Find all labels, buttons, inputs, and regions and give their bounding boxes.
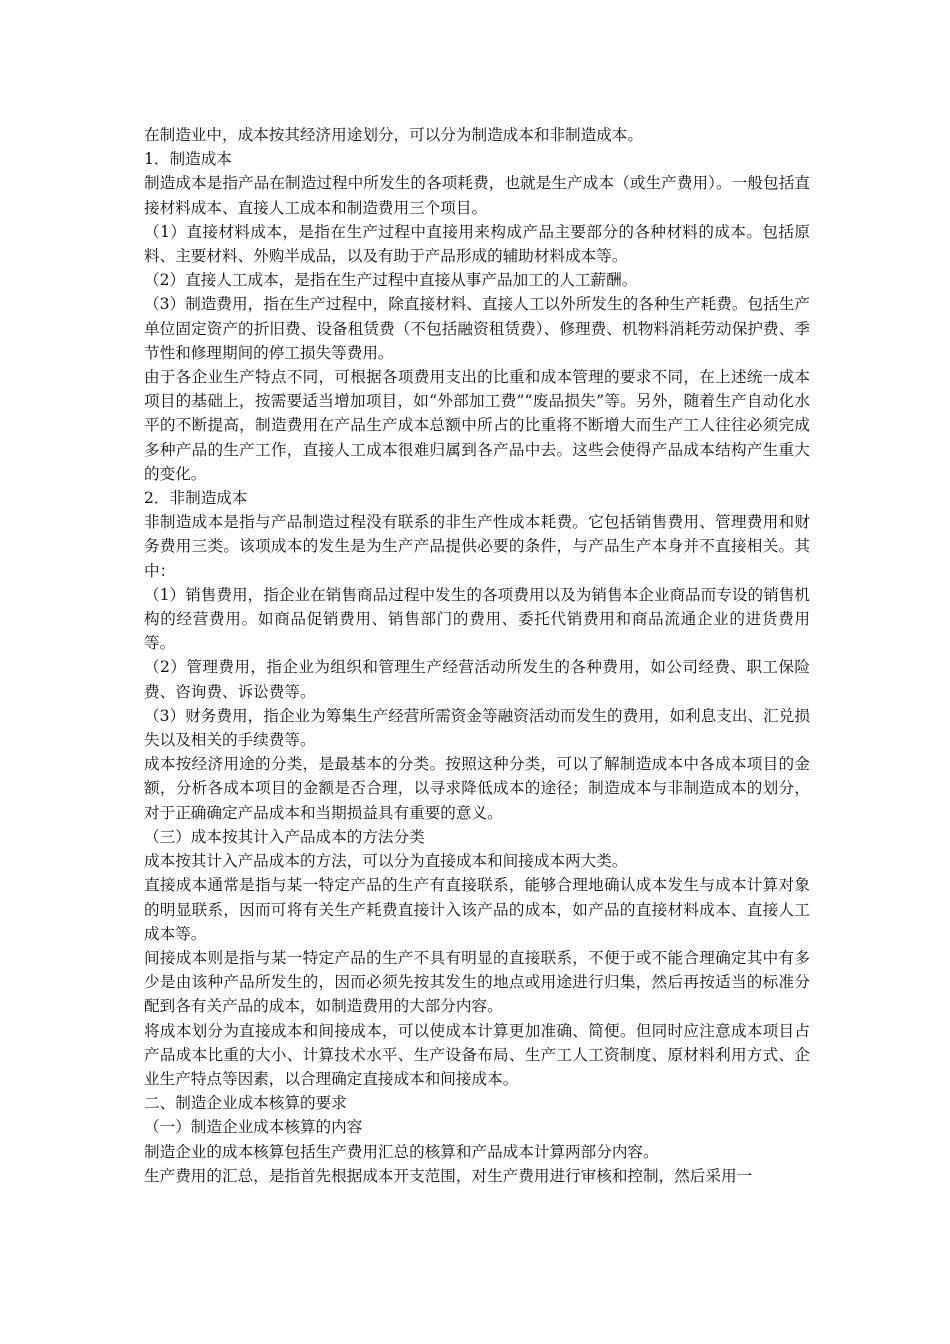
paragraph-cost-summary-truncated: 生产费用的汇总，是指首先根据成本开支范围，对生产费用进行审核和控制，然后采用一 [144, 1166, 753, 1185]
paragraph-direct-indirect-intro: 成本按其计入产品成本的方法，可以分为直接成本和间接成本两大类。 [144, 852, 628, 871]
heading-cost-accounting-content: （一）制造企业成本核算的内容 [144, 1118, 363, 1137]
paragraph-direct-cost: 直接成本通常是指与某一特定产品的生产有直接联系，能够合理地确认成本发生与成本计算对象的明显联系，因而可将有关生产耗费直接计入该产品的成本，如产品的直接材料成本、直接人工成本等。 [144, 876, 810, 943]
paragraph-direct-labor-cost: （2）直接人工成本，是指在生产过程中直接从事产品加工的人工薪酬。 [144, 271, 638, 290]
paragraph-indirect-cost: 间接成本则是指与某一特定产品的生产不具有明显的直接联系，不便于或不能合理确定其中有多少是由该种产品所发生的，因而必须先按其发生的地点或用途进行归集，然后再按适当的标准分配到各有关产品的成本，如制造费用的大部分内容。 [144, 948, 810, 1016]
paragraph-cost-structure-change: 由于各企业生产特点不同，可根据各项费用支出的比重和成本管理的要求不同，在上述统一成本项目的基础上，按需要适当增加项目，如“外部加工费”“废品损失”等。另外，随着生产自动化水平的不断提高，制造费用在产品生产成本总额中所占的比重将不断增大而生产工人往往必须完成多种产品的生产工作，直接人工成本很难归属到各产品中去。这些会使得产品成本结构产生重大的变化。 [144, 368, 810, 483]
paragraph-selling-expense: （1）销售费用，指企业在销售商品过程中发生的各项费用以及为销售本企业商品而专设的销售机构的经营费用。如商品促销费用、销售部门的费用、委托代销费用和商品流通企业的进货费用等。 [144, 585, 810, 653]
paragraph-intro: 在制造业中，成本按其经济用途划分，可以分为制造成本和非制造成本。 [144, 126, 644, 144]
document-page [144, 123, 810, 1188]
paragraph-non-manufacturing-definition: 非制造成本是指与产品制造过程没有联系的非生产性成本耗费。它包括销售费用、管理费用和财务费用三类。该项成本的发生是为生产产品提供必要的条件，与产品生产本身并不直接相关。其中： [144, 513, 810, 580]
paragraph-classification-significance: 成本按经济用途的分类，是最基本的分类。按照这种分类，可以了解制造成本中各成本项目的金额，分析各成本项目的金额是否合理，以寻求降低成本的途径；制造成本与非制造成本的划分，对于正确确定产品成本和当期损益具有重要的意义。 [144, 755, 810, 822]
heading-non-manufacturing-cost: 2．非制造成本 [144, 489, 248, 508]
paragraph-admin-expense: （2）管理费用，指企业为组织和管理生产经营活动所发生的各种费用，如公司经费、职工保险费、咨询费、诉讼费等。 [144, 658, 810, 701]
paragraph-direct-indirect-significance: 将成本划分为直接成本和间接成本，可以使成本计算更加准确、简便。但同时应注意成本项目占产品成本比重的大小、计算技术水平、生产设备布局、生产工人工资制度、原材料利用方式、企业生产特点等因素，以合理确定直接成本和间接成本。 [144, 1021, 810, 1088]
heading-cost-accounting-requirements: 二、制造企业成本核算的要求 [144, 1094, 347, 1113]
paragraph-financial-expense: （3）财务费用，指企业为筹集生产经营所需资金等融资活动而发生的费用，如利息支出、汇兑损失以及相关的手续费等。 [144, 706, 810, 750]
paragraph-manufacturing-cost-definition: 制造成本是指产品在制造过程中所发生的各项耗费，也就是生产成本（或生产费用）。一般包括直接材料成本、直接人工成本和制造费用三个项目。 [144, 174, 810, 217]
heading-cost-allocation-method: （三）成本按其计入产品成本的方法分类 [144, 827, 425, 846]
heading-manufacturing-cost: 1．制造成本 [144, 150, 232, 169]
paragraph-manufacturing-overhead: （3）制造费用，指在生产过程中，除直接材料、直接人工以外所发生的各种生产耗费。包括生产单位固定资产的折旧费、设备租赁费（不包括融资租赁费）、修理费、机物料消耗劳动保护费、季节性和修理期间的停工损失等费用。 [144, 295, 810, 362]
paragraph-direct-material-cost: （1）直接材料成本，是指在生产过程中直接用来构成产品主要部分的各种材料的成本。包括原料、主要材料、外购半成品，以及有助于产品形成的辅助材料成本等。 [144, 222, 810, 266]
paragraph-cost-accounting-parts: 制造企业的成本核算包括生产费用汇总的核算和产品成本计算两部分内容。 [144, 1142, 659, 1161]
